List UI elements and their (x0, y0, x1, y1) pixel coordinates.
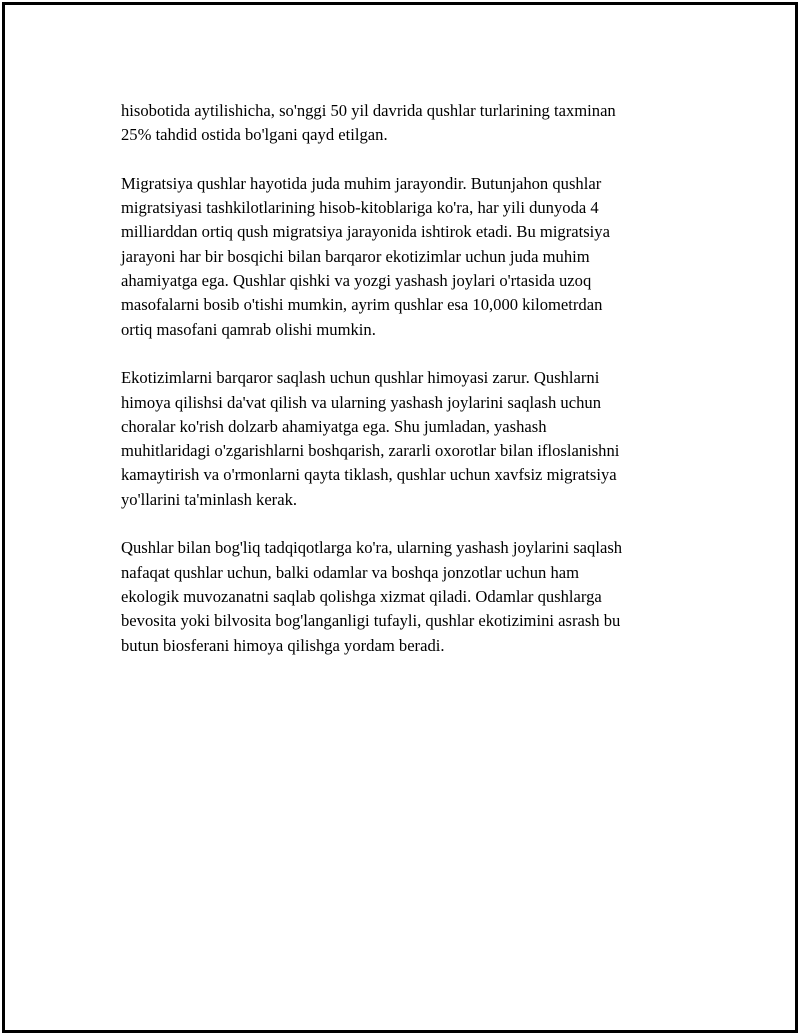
text-line: muhitlaridagi o'zgarishlarni boshqarish, zararli oxorotlar bilan ifloslanishni (121, 441, 620, 461)
text-line: butun biosferani himoya qilishga yordam beradi. (121, 635, 445, 655)
text-line: nafaqat qushlar uchun, balki odamlar va boshqa jonzotlar uchun ham (121, 562, 580, 582)
text-line: masofalarni bosib o'tishi mumkin, ayrim qushlar esa 10,000 kilometrdan (121, 295, 603, 315)
paragraph-1 (121, 99, 681, 148)
text-line: 25% tahdid ostida bo'lgani qayd etilgan. (121, 125, 388, 145)
text-line: Ekotizimlarni barqaror saqlash uchun qushlar himoyasi zarur. Qushlarni (121, 368, 600, 388)
paragraph-4 (121, 536, 681, 657)
text-line: kamaytirish va o'rmonlarni qayta tiklash, qushlar uchun xavfsiz migratsiya (121, 465, 617, 485)
text-line: Qushlar bilan bog'liq tadqiqotlarga ko'ra, ularning yashash joylarini saqlash (121, 538, 623, 558)
document-body (121, 99, 681, 682)
text-line: milliarddan ortiq qush migratsiya jarayonida ishtirok etadi. Bu migratsiya (121, 222, 610, 242)
text-line: hisobotida aytilishicha, so'nggi 50 yil davrida qushlar turlarining taxminan (121, 101, 616, 120)
text-line: Migratsiya qushlar hayotida juda muhim jarayondir. Butunjahon qushlar (121, 173, 602, 193)
text-line: yo'llarini ta'minlash kerak. (121, 489, 298, 509)
paragraph-3 (121, 366, 681, 512)
text-line: choralar ko'rish dolzarb ahamiyatga ega. Shu jumladan, yashash (121, 416, 547, 436)
document-page (2, 2, 798, 1033)
text-line: himoya qilishsi da'vat qilish va ularning yashash joylarini saqlash uchun (121, 392, 601, 412)
text-line: jarayoni har bir bosqichi bilan barqaror ekotizimlar uchun juda muhim (121, 246, 590, 266)
text-line: ekologik muvozanatni saqlab qolishga xizmat qiladi. Odamlar qushlarga (121, 586, 602, 606)
paragraph-2 (121, 172, 681, 342)
text-line: migratsiyasi tashkilotlarining hisob-kitoblariga ko'ra, har yili dunyoda 4 (121, 198, 599, 218)
text-line: ahamiyatga ega. Qushlar qishki va yozgi yashash joylari o'rtasida uzoq (121, 271, 592, 291)
text-line: ortiq masofani qamrab olishi mumkin. (121, 319, 376, 339)
text-line: bevosita yoki bilvosita bog'langanligi tufayli, qushlar ekotizimini asrash bu (121, 611, 621, 631)
